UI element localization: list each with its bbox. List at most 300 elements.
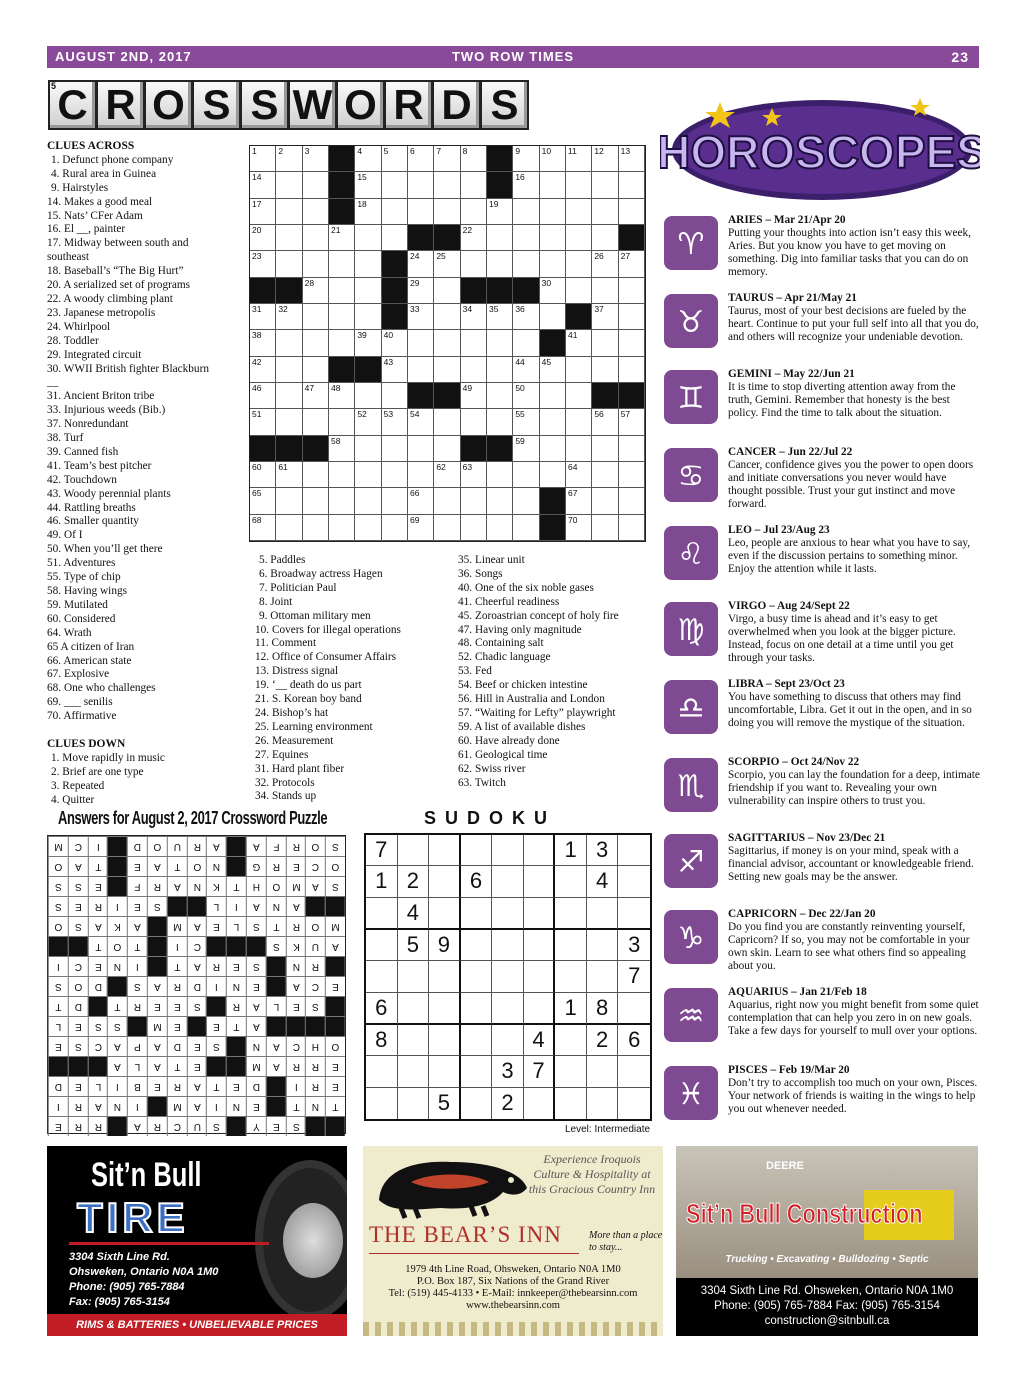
crossword-cell[interactable] — [250, 357, 276, 383]
sudoku-empty-cell[interactable] — [492, 1025, 524, 1056]
crossword-cell[interactable] — [566, 278, 592, 304]
sudoku-empty-cell[interactable] — [461, 930, 493, 961]
crossword-cell[interactable] — [540, 462, 566, 488]
crossword-cell[interactable] — [382, 146, 408, 172]
sudoku-given-cell: 3 — [618, 930, 650, 961]
crossword-cell[interactable] — [592, 278, 618, 304]
crossword-cell[interactable] — [619, 488, 645, 514]
crossword-cell[interactable] — [619, 436, 645, 462]
crossword-cell[interactable] — [408, 199, 434, 225]
crossword-cell[interactable] — [619, 278, 645, 304]
crossword-cell[interactable] — [434, 330, 460, 356]
sudoku-empty-cell[interactable] — [461, 961, 493, 992]
crossword-cell[interactable] — [461, 172, 487, 198]
answer-cell: E — [226, 1076, 246, 1096]
crossword-cell[interactable] — [303, 488, 329, 514]
sudoku-empty-cell[interactable] — [429, 866, 461, 897]
sudoku-empty-cell[interactable] — [492, 866, 524, 897]
crossword-cell[interactable] — [566, 436, 592, 462]
crossword-cell[interactable] — [355, 146, 381, 172]
sudoku-empty-cell[interactable] — [366, 1088, 398, 1119]
sudoku-empty-cell[interactable] — [587, 1088, 619, 1119]
crossword-cell[interactable] — [592, 172, 618, 198]
crossword-cell[interactable] — [355, 515, 381, 541]
gemini-twins-icon — [664, 370, 718, 424]
sudoku-empty-cell[interactable] — [587, 1056, 619, 1087]
sudoku-empty-cell[interactable] — [461, 835, 493, 866]
sudoku-empty-cell[interactable] — [555, 1025, 587, 1056]
sudoku-empty-cell[interactable] — [524, 930, 556, 961]
sitnbull-tire-ad[interactable] — [47, 1146, 347, 1336]
crossword-cell[interactable] — [329, 488, 355, 514]
sudoku-empty-cell[interactable] — [618, 866, 650, 897]
crossword-cell[interactable] — [408, 409, 434, 435]
crossword-cell[interactable] — [540, 199, 566, 225]
crossword-cell[interactable] — [487, 488, 513, 514]
crossword-cell[interactable] — [487, 330, 513, 356]
crossword-cell[interactable] — [592, 357, 618, 383]
sudoku-empty-cell[interactable] — [398, 993, 430, 1025]
crossword-cell[interactable] — [461, 488, 487, 514]
crossword-cell[interactable] — [513, 462, 539, 488]
crossword-cell[interactable] — [566, 515, 592, 541]
crossword-cell[interactable] — [382, 436, 408, 462]
crossword-cell[interactable] — [355, 409, 381, 435]
crossword-cell[interactable] — [566, 409, 592, 435]
crossword-cell[interactable] — [408, 357, 434, 383]
sudoku-empty-cell[interactable] — [618, 1088, 650, 1119]
sudoku-empty-cell[interactable] — [524, 898, 556, 930]
sudoku-empty-cell[interactable] — [492, 835, 524, 866]
crossword-cell[interactable] — [566, 146, 592, 172]
answer-cell: T — [206, 1076, 226, 1096]
crossword-cell[interactable] — [355, 304, 381, 330]
crossword-cell[interactable] — [303, 330, 329, 356]
sudoku-empty-cell[interactable] — [398, 1088, 430, 1119]
sudoku-empty-cell[interactable] — [398, 1056, 430, 1087]
answer-cell: A — [266, 1056, 286, 1076]
answer-cell: M — [167, 916, 187, 936]
crossword-cell[interactable] — [540, 146, 566, 172]
crossword-cell[interactable] — [250, 409, 276, 435]
crossword-cell[interactable] — [461, 357, 487, 383]
sudoku-empty-cell[interactable] — [618, 1056, 650, 1087]
clue-item: 8. Joint — [259, 595, 293, 608]
crossword-cell[interactable] — [592, 488, 618, 514]
answer-cell: A — [325, 936, 345, 956]
crossword-cell[interactable] — [408, 462, 434, 488]
crossword-cell[interactable] — [250, 251, 276, 277]
crossword-cell[interactable] — [592, 462, 618, 488]
crossword-cell[interactable] — [592, 304, 618, 330]
crossword-black-cell — [329, 172, 355, 198]
capricorn-goat-icon — [664, 910, 718, 964]
answer-cell: S — [107, 1016, 127, 1036]
clue-item: 61. Geological time — [458, 748, 548, 761]
crossword-cell[interactable] — [434, 357, 460, 383]
crossword-black-cell — [513, 278, 539, 304]
crossword-cell[interactable] — [276, 304, 302, 330]
crossword-cell[interactable] — [461, 409, 487, 435]
crossword-cell[interactable] — [566, 251, 592, 277]
answer-cell: R — [305, 1076, 325, 1096]
crossword-cell[interactable] — [461, 199, 487, 225]
crossword-cell[interactable] — [487, 225, 513, 251]
sudoku-empty-cell[interactable] — [618, 898, 650, 930]
crossword-cell[interactable] — [355, 172, 381, 198]
crossword-cell[interactable] — [303, 409, 329, 435]
crossword-cell[interactable] — [619, 199, 645, 225]
crossword-cell[interactable] — [461, 304, 487, 330]
crossword-cell[interactable] — [619, 304, 645, 330]
crossword-cell[interactable] — [355, 436, 381, 462]
answer-black-cell — [48, 936, 68, 956]
crossword-cell[interactable] — [355, 199, 381, 225]
crossword-cell[interactable] — [566, 488, 592, 514]
crossword-cell[interactable] — [592, 515, 618, 541]
crossword-cell[interactable] — [619, 251, 645, 277]
sudoku-empty-cell[interactable] — [429, 1025, 461, 1056]
crossword-cell[interactable] — [382, 199, 408, 225]
answer-cell: S — [206, 1036, 226, 1056]
crossword-cell[interactable] — [276, 172, 302, 198]
sudoku-empty-cell[interactable] — [461, 898, 493, 930]
crossword-cell[interactable] — [434, 278, 460, 304]
crossword-cell[interactable] — [276, 251, 302, 277]
sudoku-empty-cell[interactable] — [461, 1088, 493, 1119]
sudoku-empty-cell[interactable] — [366, 1056, 398, 1087]
crossword-cell[interactable] — [434, 146, 460, 172]
crossword-cell[interactable] — [355, 462, 381, 488]
crossword-cell[interactable] — [513, 199, 539, 225]
sudoku-empty-cell[interactable] — [524, 1088, 556, 1119]
crossword-cell[interactable] — [250, 330, 276, 356]
crossword-cell[interactable] — [303, 383, 329, 409]
crossword-cell[interactable] — [487, 462, 513, 488]
crossword-cell[interactable] — [461, 225, 487, 251]
crossword-cell[interactable] — [382, 488, 408, 514]
crossword-cell[interactable] — [513, 436, 539, 462]
crossword-cell[interactable] — [329, 515, 355, 541]
crossword-cell[interactable] — [434, 409, 460, 435]
crossword-cell[interactable] — [434, 251, 460, 277]
crossword-cell[interactable] — [408, 172, 434, 198]
crossword-cell[interactable] — [513, 172, 539, 198]
crossword-cell[interactable] — [355, 251, 381, 277]
sudoku-empty-cell[interactable] — [492, 961, 524, 992]
crossword-cell[interactable] — [513, 357, 539, 383]
answer-cell: R — [68, 1096, 88, 1116]
sudoku-empty-cell[interactable] — [429, 1056, 461, 1087]
crossword-cell[interactable] — [434, 172, 460, 198]
crossword-cell[interactable] — [540, 172, 566, 198]
crossword-cell[interactable] — [540, 304, 566, 330]
sudoku-empty-cell[interactable] — [461, 993, 493, 1025]
crossword-cell[interactable] — [619, 357, 645, 383]
crossword-cell[interactable] — [382, 330, 408, 356]
crossword-cell[interactable] — [276, 357, 302, 383]
crossword-cell[interactable] — [276, 199, 302, 225]
answer-cell: I — [88, 836, 108, 856]
crossword-black-cell — [434, 383, 460, 409]
sudoku-empty-cell[interactable] — [555, 866, 587, 897]
crossword-cell[interactable] — [566, 225, 592, 251]
clue-number: 31 — [252, 304, 262, 314]
crossword-cell[interactable] — [434, 488, 460, 514]
crossword-cell[interactable] — [540, 383, 566, 409]
crossword-cell[interactable] — [434, 515, 460, 541]
crossword-cell[interactable] — [487, 357, 513, 383]
crossword-cell[interactable] — [382, 409, 408, 435]
crossword-cell[interactable] — [434, 436, 460, 462]
sudoku-empty-cell[interactable] — [366, 930, 398, 961]
crossword-cell[interactable] — [329, 278, 355, 304]
crossword-cell[interactable] — [250, 488, 276, 514]
crossword-cell[interactable] — [487, 409, 513, 435]
sudoku-empty-cell[interactable] — [524, 993, 556, 1025]
sudoku-empty-cell[interactable] — [429, 835, 461, 866]
crossword-cell[interactable] — [566, 383, 592, 409]
sudoku-empty-cell[interactable] — [555, 930, 587, 961]
crossword-cell[interactable] — [303, 515, 329, 541]
crossword-cell[interactable] — [355, 383, 381, 409]
crossword-cell[interactable] — [566, 330, 592, 356]
sudoku-empty-cell[interactable] — [366, 961, 398, 992]
crossword-cell[interactable] — [513, 304, 539, 330]
crossword-cell[interactable] — [592, 330, 618, 356]
ad-inn-slogan: More than a place to stay... — [589, 1230, 663, 1253]
sudoku-empty-cell[interactable] — [492, 993, 524, 1025]
crossword-cell[interactable] — [513, 409, 539, 435]
crossword-cell[interactable] — [619, 330, 645, 356]
crossword-cell[interactable] — [329, 436, 355, 462]
crossword-cell[interactable] — [408, 436, 434, 462]
crossword-cell[interactable] — [540, 225, 566, 251]
crossword-cell[interactable] — [303, 462, 329, 488]
crossword-cell[interactable] — [329, 225, 355, 251]
crossword-cell[interactable] — [592, 146, 618, 172]
horoscope-heading: CANCER – Jun 22/Jul 22 — [728, 446, 853, 458]
crossword-cell[interactable] — [250, 225, 276, 251]
sudoku-empty-cell[interactable] — [618, 993, 650, 1025]
crossword-cell[interactable] — [487, 383, 513, 409]
crossword-cell[interactable] — [592, 409, 618, 435]
crossword-cell[interactable] — [513, 251, 539, 277]
crossword-cell[interactable] — [487, 199, 513, 225]
crossword-cell[interactable] — [487, 304, 513, 330]
clue-item: 14. Makes a good meal — [47, 195, 153, 208]
crossword-cell[interactable] — [382, 357, 408, 383]
crossword-cell[interactable] — [434, 304, 460, 330]
sudoku-empty-cell[interactable] — [461, 1025, 493, 1056]
crossword-cell[interactable] — [329, 251, 355, 277]
sudoku-empty-cell[interactable] — [398, 961, 430, 992]
crossword-cell[interactable] — [408, 515, 434, 541]
answer-cell: S — [68, 1036, 88, 1056]
crossword-cell[interactable] — [250, 383, 276, 409]
crossword-cell[interactable] — [619, 409, 645, 435]
publication-name: TWO ROW TIMES — [451, 49, 575, 64]
crossword-cell[interactable] — [276, 330, 302, 356]
crossword-cell[interactable] — [461, 462, 487, 488]
sudoku-empty-cell[interactable] — [587, 898, 619, 930]
crossword-cell[interactable] — [329, 330, 355, 356]
answer-cell: N — [246, 1036, 266, 1056]
crossword-cell[interactable] — [355, 330, 381, 356]
answer-cell: A — [187, 1076, 207, 1096]
sudoku-given-cell: 2 — [587, 1025, 619, 1056]
crossword-cell[interactable] — [329, 462, 355, 488]
sudoku-given-cell: 8 — [366, 1025, 398, 1056]
horoscope-text-block — [728, 368, 980, 420]
crossword-cell[interactable] — [461, 146, 487, 172]
crossword-cell[interactable] — [540, 357, 566, 383]
clue-number: 44 — [515, 356, 525, 367]
banner-letter: C — [48, 80, 97, 130]
crossword-cell[interactable] — [276, 409, 302, 435]
crossword-cell[interactable] — [303, 146, 329, 172]
sudoku-empty-cell[interactable] — [429, 898, 461, 930]
sudoku-empty-cell[interactable] — [461, 1056, 493, 1087]
crossword-cell[interactable] — [408, 488, 434, 514]
crossword-cell[interactable] — [592, 436, 618, 462]
crossword-cell[interactable] — [487, 251, 513, 277]
crossword-cell[interactable] — [408, 330, 434, 356]
crossword-cell[interactable] — [461, 251, 487, 277]
crossword-cell[interactable] — [513, 488, 539, 514]
sudoku-empty-cell[interactable] — [524, 835, 556, 866]
crossword-cell[interactable] — [408, 278, 434, 304]
sudoku-empty-cell[interactable] — [555, 1088, 587, 1119]
crossword-cell[interactable] — [276, 146, 302, 172]
answer-cell: K — [286, 936, 306, 956]
clue-item: 13. Distress signal — [255, 665, 339, 678]
crossword-cell[interactable] — [408, 304, 434, 330]
sudoku-empty-cell[interactable] — [524, 866, 556, 897]
crossword-cell[interactable] — [303, 199, 329, 225]
answer-black-cell — [325, 1016, 345, 1036]
sudoku-empty-cell[interactable] — [398, 835, 430, 866]
answer-cell: D — [68, 996, 88, 1016]
crossword-cell[interactable] — [382, 515, 408, 541]
crossword-cell[interactable] — [566, 172, 592, 198]
crossword-cell[interactable] — [566, 462, 592, 488]
clue-item: 9. Ottoman military men — [259, 609, 371, 622]
crossword-cell[interactable] — [513, 330, 539, 356]
crossword-cell[interactable] — [250, 304, 276, 330]
crossword-cell[interactable] — [487, 515, 513, 541]
crossword-cell[interactable] — [303, 225, 329, 251]
sitnbull-construction-ad[interactable] — [676, 1146, 978, 1336]
crossword-cell[interactable] — [250, 172, 276, 198]
crossword-cell[interactable] — [355, 278, 381, 304]
crossword-cell[interactable] — [513, 383, 539, 409]
crossword-cell[interactable] — [276, 462, 302, 488]
crossword-cell[interactable] — [434, 199, 460, 225]
crossword-cell[interactable] — [329, 304, 355, 330]
sudoku-empty-cell[interactable] — [524, 961, 556, 992]
crossword-cell[interactable] — [619, 462, 645, 488]
crossword-cell[interactable] — [408, 251, 434, 277]
sudoku-empty-cell[interactable] — [492, 930, 524, 961]
crossword-cell[interactable] — [513, 515, 539, 541]
crossword-cell[interactable] — [329, 409, 355, 435]
crossword-cell[interactable] — [434, 462, 460, 488]
crossword-cell[interactable] — [566, 357, 592, 383]
sudoku-empty-cell[interactable] — [366, 898, 398, 930]
crossword-cell[interactable] — [382, 462, 408, 488]
crossword-cell[interactable] — [461, 515, 487, 541]
answer-black-cell — [107, 856, 127, 876]
crossword-cell[interactable] — [276, 225, 302, 251]
crossword-cell[interactable] — [619, 146, 645, 172]
crossword-cell[interactable] — [540, 436, 566, 462]
crossword-cell[interactable] — [513, 146, 539, 172]
crossword-cell[interactable] — [461, 330, 487, 356]
sudoku-empty-cell[interactable] — [555, 1056, 587, 1087]
crossword-cell[interactable] — [355, 225, 381, 251]
sudoku-empty-cell[interactable] — [587, 930, 619, 961]
crossword-cell[interactable] — [566, 199, 592, 225]
crossword-cell[interactable] — [619, 515, 645, 541]
sudoku-empty-cell[interactable] — [398, 1025, 430, 1056]
crossword-cell[interactable] — [592, 225, 618, 251]
sudoku-empty-cell[interactable] — [429, 961, 461, 992]
clue-item: 46. Smaller quantity — [47, 515, 139, 528]
crossword-cell[interactable] — [303, 357, 329, 383]
crossword-cell[interactable] — [382, 172, 408, 198]
crossword-cell[interactable] — [540, 251, 566, 277]
crossword-cell[interactable] — [408, 146, 434, 172]
crossword-cell[interactable] — [303, 304, 329, 330]
crossword-cell[interactable] — [540, 409, 566, 435]
crossword-cell[interactable] — [276, 488, 302, 514]
crossword-cell[interactable] — [592, 199, 618, 225]
crossword-cell[interactable] — [461, 383, 487, 409]
sudoku-empty-cell[interactable] — [555, 898, 587, 930]
clue-item: 59. A list of available dishes — [458, 720, 586, 733]
sudoku-empty-cell[interactable] — [555, 961, 587, 992]
crossword-cell[interactable] — [540, 278, 566, 304]
crossword-cell[interactable] — [513, 225, 539, 251]
crossword-cell[interactable] — [382, 225, 408, 251]
answer-cell: R — [266, 856, 286, 876]
sudoku-empty-cell[interactable] — [492, 898, 524, 930]
crossword-cell[interactable] — [303, 278, 329, 304]
crossword-cell[interactable] — [276, 383, 302, 409]
answer-cell: T — [226, 876, 246, 896]
clues-across — [47, 140, 242, 808]
sudoku-empty-cell[interactable] — [618, 835, 650, 866]
crossword-cell[interactable] — [250, 146, 276, 172]
crossword-cell[interactable] — [250, 462, 276, 488]
crossword-cell[interactable] — [303, 172, 329, 198]
crossword-cell[interactable] — [382, 383, 408, 409]
crossword-cell[interactable] — [592, 251, 618, 277]
crossword-cell[interactable] — [250, 199, 276, 225]
crossword-cell[interactable] — [276, 515, 302, 541]
sudoku-empty-cell[interactable] — [429, 993, 461, 1025]
bears-inn-ad[interactable] — [363, 1146, 663, 1336]
answer-cell: T — [167, 956, 187, 976]
crossword-cell[interactable] — [250, 515, 276, 541]
crossword-cell[interactable] — [355, 488, 381, 514]
crossword-cell[interactable] — [619, 172, 645, 198]
sudoku-empty-cell[interactable] — [587, 961, 619, 992]
crossword-cell[interactable] — [329, 383, 355, 409]
svg-text:♈: ♈ — [677, 227, 705, 262]
crossword-cell[interactable] — [303, 251, 329, 277]
